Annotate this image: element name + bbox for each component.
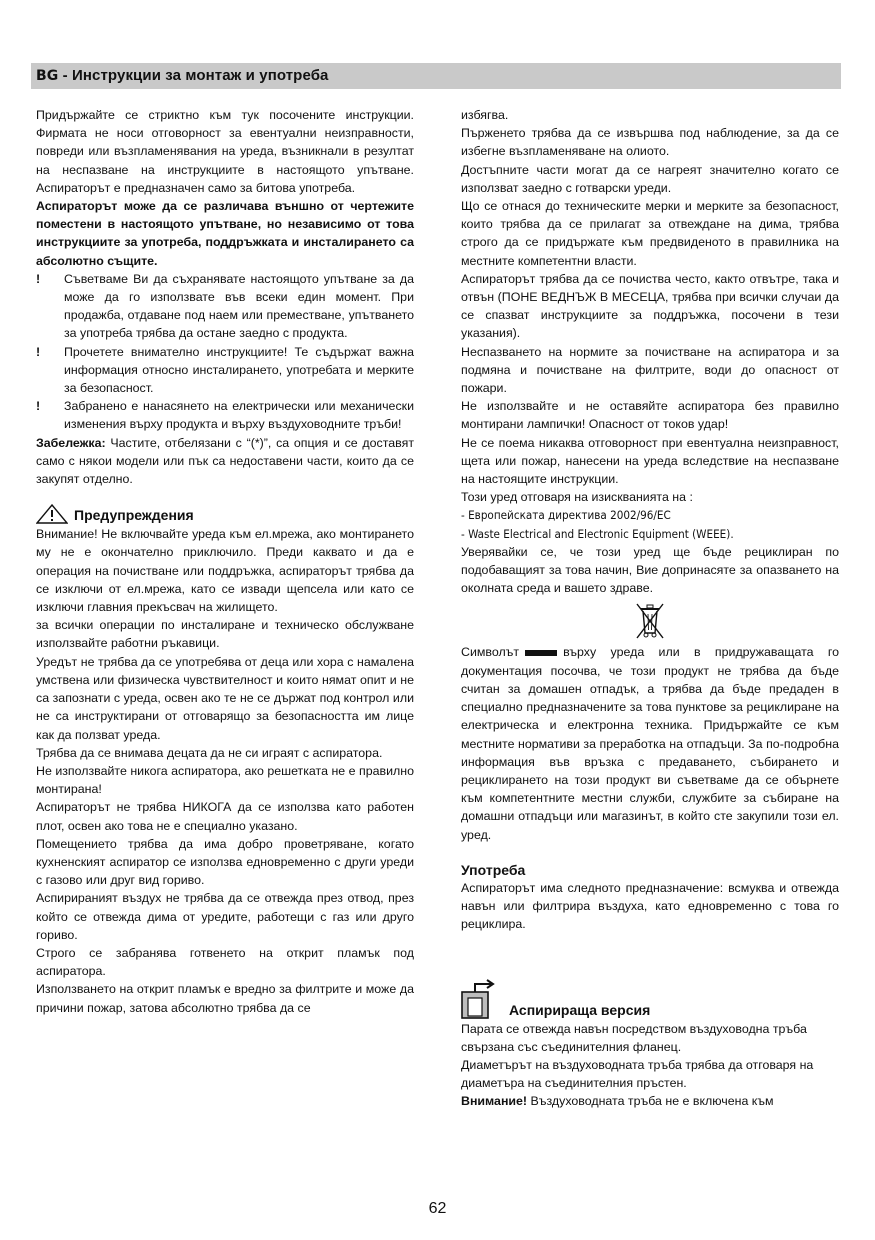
exclamation-mark: ! xyxy=(36,399,41,414)
warning-paragraph: Аспираторът не трябва НИКОГА да се използва като работен плот, освен ако това не е специално указано. xyxy=(36,800,414,833)
exclamation-mark: ! xyxy=(36,271,41,286)
bullet-item xyxy=(36,343,414,398)
warning-paragraph: Помещението трябва да има добро проветряване, когато кухненският аспиратор се използва едновременно с други уреди с газово или друг вид гориво. xyxy=(36,836,414,888)
bullet-item xyxy=(36,397,414,433)
symbol-paragraph xyxy=(461,643,839,843)
black-bar-symbol-icon xyxy=(525,650,557,656)
warning-paragraph: Аспирираният въздух не трябва да се отвежда през отвод, през който се отвежда дима от уредите, работещи с газ или друго гориво. xyxy=(36,891,414,942)
page-number: 62 xyxy=(428,1200,447,1217)
text-paragraph: Пърженето трябва да се извършва под наблюдение, за да се избегне възпламеняване на олиото. xyxy=(461,126,839,159)
bullet-text: Забранено е нанасянето на електрически или механически изменения върху продукта и върху въздуховодните тръби! xyxy=(64,399,414,432)
text-paragraph: Не използвайте и не оставяйте аспиратора без правилно монтирани лампички! Опасност от токов удар! xyxy=(461,399,839,432)
bullet-text: Прочетете внимателно инструкциите! Те съдържат важна информация относно инсталирането, употребата и мерките за безопасност. xyxy=(64,344,414,396)
warning-paragraph: Строго се забранява готвенето на открит пламък под аспиратора. xyxy=(36,945,414,979)
weee-symbol xyxy=(461,600,839,640)
note-text: Частите, отбелязани с “(*)”, са опция и се доставят само с някои модели или пък са недоставени части, които да се закупят отделно. xyxy=(36,435,414,487)
language-code: BG xyxy=(36,68,59,84)
text-paragraph: избягва. xyxy=(461,108,509,122)
warning-paragraph: Не използвайте никога аспиратора, ако решетката не е правилно монтирана! xyxy=(36,763,414,797)
symbol-text: върху уреда или в придружаващата го документация посочва, че този продукт не трябва да бъде считан за домашен отпадък, а трябва да бъде предаден в специално предназначените за това пунктове за рециклиране на електрическа и електронна техника. Придържайте се към местните нормативи за преработка на отпадъци. За по-подробна информация във връзка с предаването, събирането и рециклирането на този продукт ви съветваме да се обърнете към компетентните местни служби, службите за събиране на домашни отпадъци или магазинът, в който сте закупили този ел. уред. xyxy=(461,645,839,842)
text-paragraph: Достъпните части могат да се нагреят значително когато се използват заедно с готварски уреди. xyxy=(461,162,839,195)
text-paragraph: Не се поема никаква отговорност при евентуална неизправност, щета или пожар, нанесени на уреда вследствие на неспазване на настоящите инструкции. xyxy=(461,435,839,487)
hood-duct-icon xyxy=(461,978,503,1020)
use-paragraph: Аспираторът има следното предназначение: всмуква и отвежда навън или филтрира въздуха, като едновременно с това го рециклира. xyxy=(461,880,839,932)
bullet-text: Съветваме Ви да съхранявате настоящото упътване за да може да го използвате във всеки един момент. При продажба, отдаване под наем или преместване, упътването за употреба трябва да остане заедно с продукта. xyxy=(64,271,414,341)
right-column xyxy=(461,106,839,1111)
aspirating-paragraph: Парата се отвежда навън посредством въздуховодна тръба свързана със съединителния фланец. xyxy=(461,1021,807,1054)
header-bar xyxy=(31,63,841,89)
warnings-heading-row xyxy=(36,504,414,524)
text-paragraph: Неспазването на нормите за почистване на аспиратора и за подмяна и почистване на филтрите, води до опасност от пожари. xyxy=(461,344,839,396)
warning-paragraph: Трябва да се внимава децата да не си играят с аспиратора. xyxy=(36,745,383,760)
aspirating-warning-text: Въздуховодната тръба не е включена към xyxy=(527,1094,774,1109)
directive-line: - Европейската директива 2002/96/EC xyxy=(461,508,671,523)
aspirating-paragraph: Диаметърът на въздуховодната тръба трябва да отговаря на диаметъра на съединителния пръстен. xyxy=(461,1057,814,1091)
warning-paragraph: Внимание! Не включвайте уреда към ел.мрежа, ако монтирането му не е окончателно приключило. Преди каквато и да е операция на почистване или поддръжка, аспираторът трябва да се изключи от ел.мрежа, като се извади щепсела или като се изключи главния прекъсвач на жилището. xyxy=(36,527,414,615)
aspirating-heading-row xyxy=(461,978,839,1020)
warnings-title: Предупреждения xyxy=(74,507,194,524)
warning-paragraph: Уредът не трябва да се употребява от деца или хора с намалена умствена или физическа чувствителност и които нямат опит и не са запознати с уреда, освен ако те не се държат под контрол или не са инструктирани от отговарящо за безопасността им лице как да ползват уреда. xyxy=(36,654,414,742)
exclamation-mark: ! xyxy=(36,344,41,359)
text-paragraph: Този уред отговаря на изискванията на : xyxy=(461,490,693,505)
warning-paragraph: за всички операции по инсталиране и техническо обслужване използвайте работни ръкавици. xyxy=(36,618,414,651)
bold-notice: Аспираторът може да се различава външно от чертежите поместени в настоящото упътване, но независимо от това инструкциите за употреба, поддръжката и инсталирането са абсолютно същите. xyxy=(36,199,414,268)
text-paragraph: Аспираторът трябва да се почиства често, както отвътре, така и отвън (ПОНЕ ВЕДНЪЖ В МЕСЕЦА, трябва при всички случаи да се спазват инструкциите за поддръжка, посочени в тези указания). xyxy=(461,271,839,341)
symbol-prefix: Символът xyxy=(461,645,520,660)
left-column xyxy=(36,106,414,1017)
intro-paragraph: Придържайте се стриктно към тук посочените инструкции. Фирмата не носи отговорност за евентуални неизправности, повреди или възпламенявания на уреда, възникнали в резултат на неспазване на инструкциите в настоящото упътване. Аспираторът е предназначен само за битова употреба. xyxy=(36,108,414,195)
note-label: Забележка: xyxy=(36,435,106,450)
aspirating-warning-label: Внимание! xyxy=(461,1094,528,1109)
directive-line: - Waste Electrical and Electronic Equipment (WEEE). xyxy=(461,526,734,541)
use-title: Употреба xyxy=(461,861,526,878)
crossed-out-bin-icon xyxy=(633,600,667,640)
aspirating-warning xyxy=(461,1092,839,1110)
note-paragraph xyxy=(36,434,414,489)
text-paragraph: Що се отнася до техническите мерки и мерките за безопасност, които трябва да се прилагат за отвеждане на дима, трябва строго да се придържате към предвиденото в правилника на местните компетентни власти. xyxy=(461,199,839,268)
warning-triangle-icon xyxy=(36,504,68,524)
recycle-paragraph: Уверявайки се, че този уред ще бъде рециклиран по подобаващият за това начин, Вие допринасяте за опазването на околната среда и вашето здраве. xyxy=(461,544,839,596)
header-title-text: - Инструкции за монтаж и употреба xyxy=(58,67,329,84)
bullet-item xyxy=(36,270,414,343)
aspirating-title: Аспирираща версия xyxy=(509,1002,651,1019)
header-title xyxy=(36,67,329,84)
warning-paragraph: Използването на открит пламък е вредно за филтрите и може да причини пожар, затова абсолютно трябва да се xyxy=(36,982,414,1015)
